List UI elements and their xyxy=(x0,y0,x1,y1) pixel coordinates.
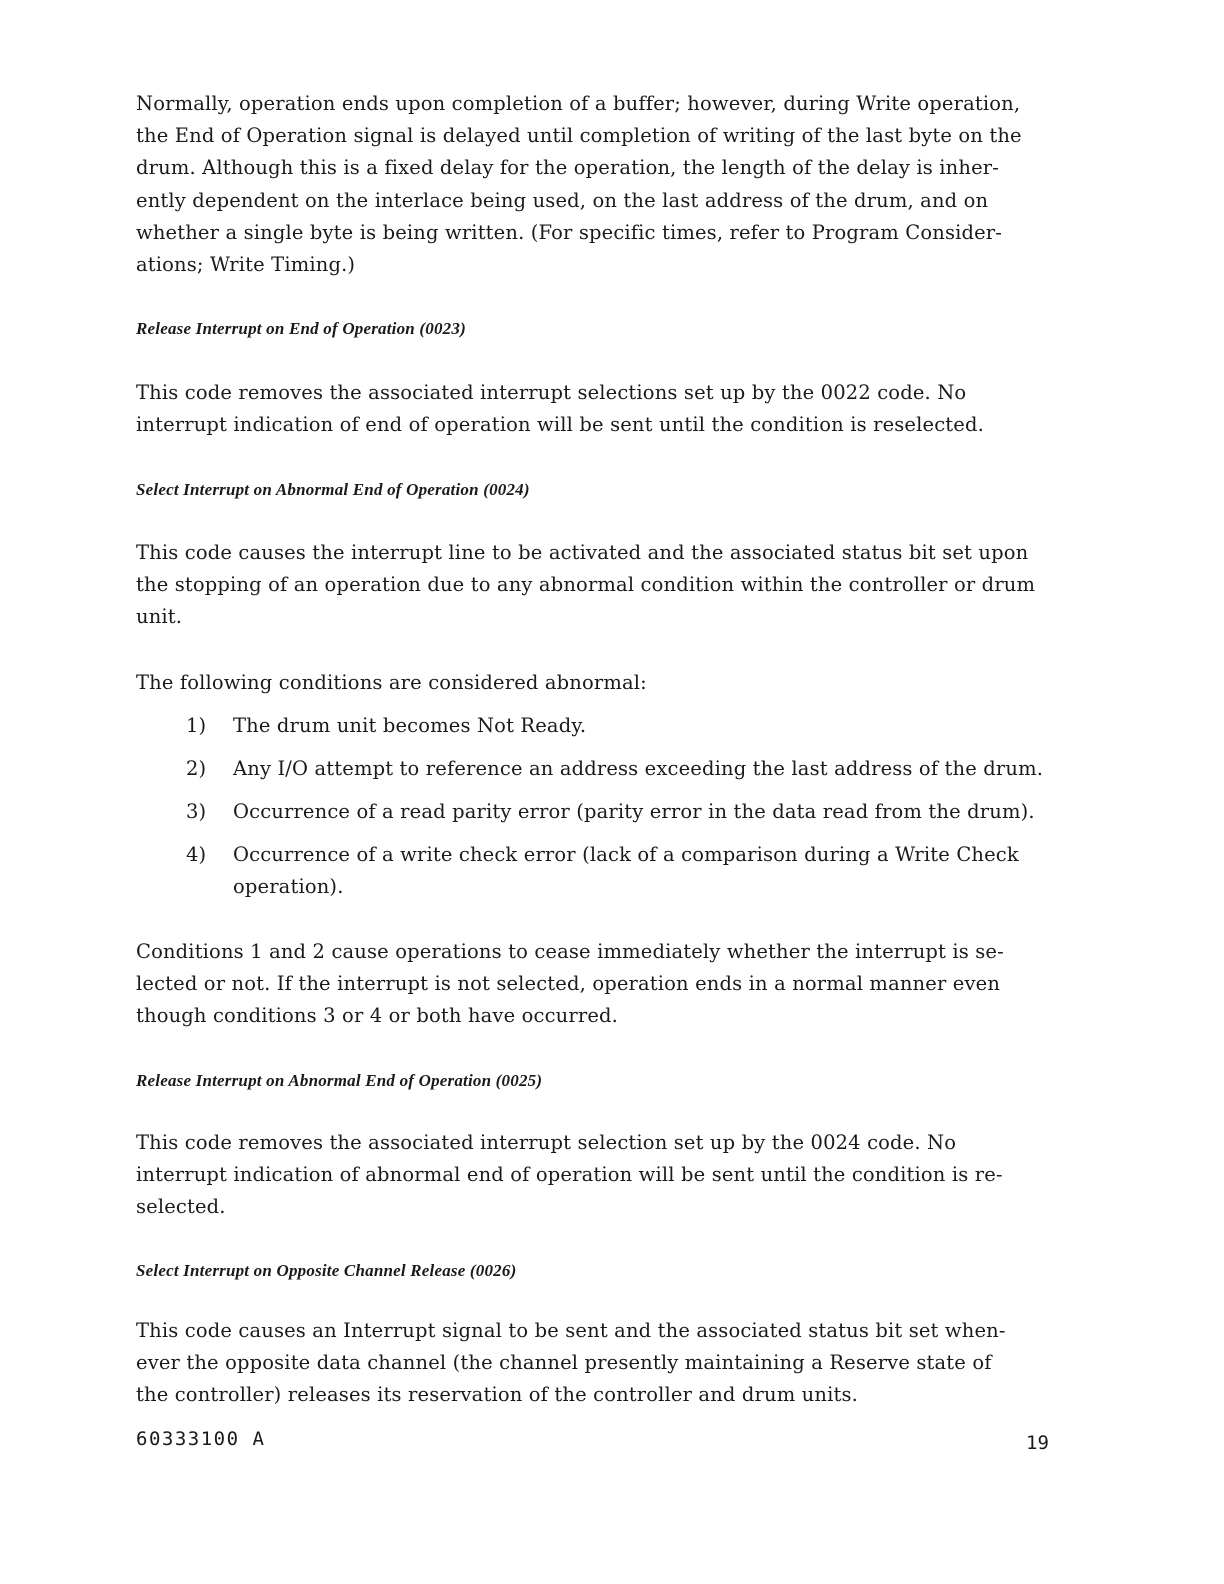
list-item-number: 3) xyxy=(186,800,207,823)
paragraph-select-0024: This code causes the interrupt line to be activated and the associated status bit set upon the stopping of an operation due to any abnormal condition within the controller or drum unit. xyxy=(136,541,1036,629)
paragraph-conditions-explanation: Conditions 1 and 2 cause operations to cease immediately whether the interrupt is se- lected or not. If the interrupt is not selected, operation ends in a normal manner even though conditions 3 or 4 or both have occurred. xyxy=(136,940,1004,1028)
list-item-number: 2) xyxy=(186,757,207,780)
heading-release-interrupt-end-operation: Release Interrupt on End of Operation (0023) xyxy=(136,319,466,338)
paragraph-select-0026: This code causes an Interrupt signal to be sent and the associated status bit set when- ever the opposite data channel (the channel presently maintaining a Reserve state of the controller) releases its reservation of the controller and drum units. xyxy=(136,1319,1006,1407)
heading-select-interrupt-abnormal-end: Select Interrupt on Abnormal End of Operation (0024) xyxy=(136,480,530,499)
heading-select-interrupt-opposite-channel: Select Interrupt on Opposite Channel Release (0026) xyxy=(136,1261,517,1280)
page-number: 19 xyxy=(1026,1432,1049,1454)
list-item-number: 4) xyxy=(186,843,207,866)
list-item-text: Occurrence of a read parity error (parity error in the data read from the drum). xyxy=(233,800,1035,823)
paragraph-end-of-operation: Normally, operation ends upon completion of a buffer; however, during Write operation, the End of Operation signal is delayed until completion of writing of the last byte on the drum. Although this is a fixed delay for the operation, the length of the delay is inher- ently dependent on the interlace being used, on the last address of the drum, and on whether a single byte is being written. (For specific times, refer to Program Consider- ations; Write Timing.) xyxy=(136,92,1022,277)
list-item-text: Occurrence of a write check error (lack of a comparison during a Write Check operation). xyxy=(233,843,1019,898)
heading-release-interrupt-abnormal-end: Release Interrupt on Abnormal End of Operation (0025) xyxy=(136,1071,543,1090)
list-item-text: The drum unit becomes Not Ready. xyxy=(233,714,587,737)
paragraph-release-0023: This code removes the associated interrupt selections set up by the 0022 code. No interrupt indication of end of operation will be sent until the condition is reselected. xyxy=(136,381,984,437)
document-number: 60333100 A xyxy=(136,1428,266,1450)
paragraph-release-0025: This code removes the associated interrupt selection set up by the 0024 code. No interrupt indication of abnormal end of operation will be sent until the condition is re- selected. xyxy=(136,1131,1003,1219)
list-item-text: Any I/O attempt to reference an address exceeding the last address of the drum. xyxy=(233,757,1044,780)
paragraph-conditions-intro: The following conditions are considered abnormal: xyxy=(136,671,647,694)
list-item-number: 1) xyxy=(186,714,207,737)
